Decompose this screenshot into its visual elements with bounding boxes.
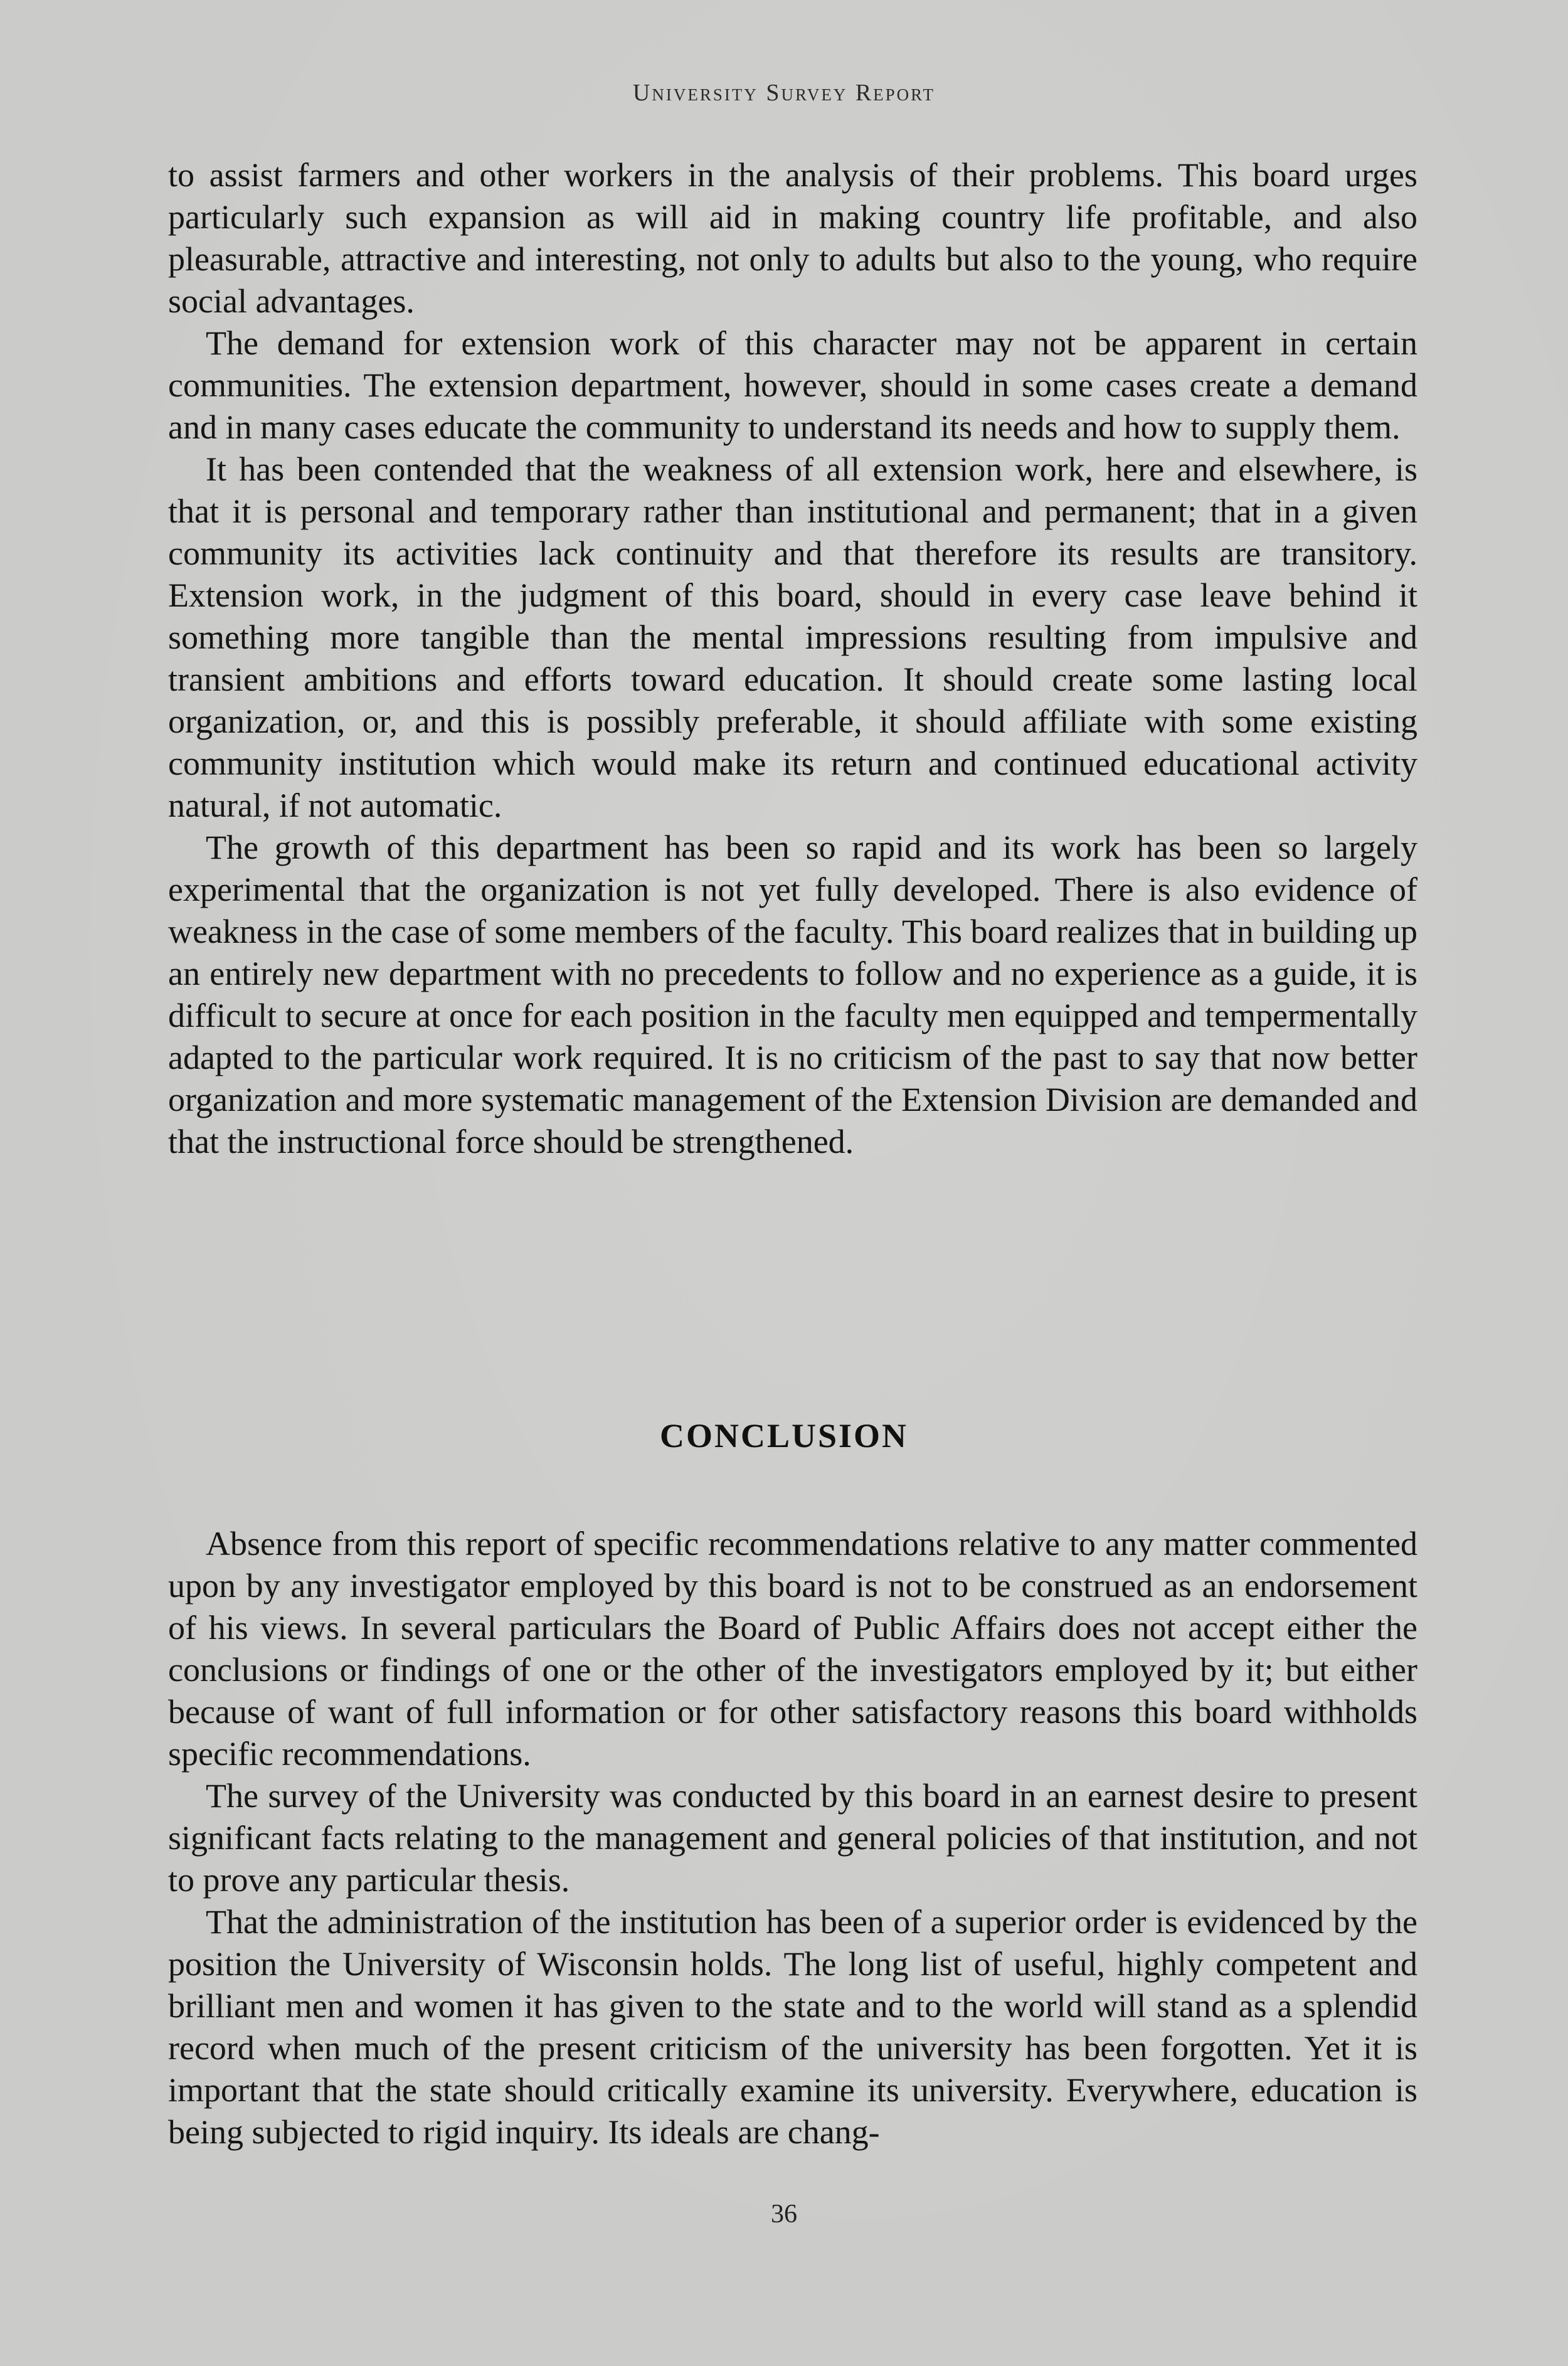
paragraph: That the administration of the institution has been of a superior order is evidenced by the position the University of Wisconsin holds. The long list of useful, highly competent and brilliant men and women it has given to the state and to the world will stand as a splendid record when much of the present criticism of the university has been forgotten. Yet it is important that the state should critically examine its university. Everywhere, education is being subjected to rigid inquiry. Its ideals are chang- <box>168 1903 1417 2151</box>
extension-section-text <box>168 154 1417 1163</box>
paragraph: The demand for extension work of this character may not be apparent in certain communities. The extension department, however, should in some cases create a demand and in many cases educate the community to understand its needs and how to supply them. <box>168 324 1417 446</box>
paragraph: Absence from this report of specific recommendations relative to any matter commented upon by any investigator employed by this board is not to be construed as an endorsement of his views. In several particulars the Board of Public Affairs does not accept either the conclusions or findings of one or the other of the investigators employed by it; but either because of want of full information or for other satisfactory reasons this board withholds specific recommendations. <box>168 1525 1417 1773</box>
page-number: 36 <box>771 2200 797 2229</box>
running-head: University Survey Report <box>632 80 936 106</box>
paragraph: to assist farmers and other workers in the analysis of their problems. This board urges particularly such expansion as will aid in making country life profitable, and also pleasurable, attractive and interesting, not only to adults but also to the young, who require social advantages. <box>168 156 1417 320</box>
paragraph: It has been contended that the weakness of all extension work, here and elsewhere, is that it is personal and temporary rather than institutional and permanent; that in a given community its activities lack continuity and that therefore its results are transitory. Extension work, in the judgment of this board, should in every case leave behind it something more tangible than the mental impressions resulting from impulsive and transient ambitions and efforts toward education. It should create some lasting local organization, or, and this is possibly preferable, it should affiliate with some existing community institution which would make its return and continued educational activity natural, if not automatic. <box>168 450 1417 824</box>
paragraph: The survey of the University was conducted by this board in an earnest desire to present significant facts relating to the management and general policies of that institution, and not to prove any particular thesis. <box>168 1777 1417 1899</box>
conclusion-section-text <box>168 1523 1417 2153</box>
section-heading-conclusion: CONCLUSION <box>659 1417 909 1455</box>
paragraph: The growth of this department has been so rapid and its work has been so largely experimental that the organization is not yet fully developed. There is also evidence of weakness in the case of some members of the faculty. This board realizes that in building up an entirely new department with no precedents to follow and no experience as a guide, it is difficult to secure at once for each position in the faculty men equipped and tempermentally adapted to the particular work required. It is no criticism of the past to say that now better organization and more systematic management of the Extension Division are demanded and that the instructional force should be strengthened. <box>168 829 1417 1160</box>
